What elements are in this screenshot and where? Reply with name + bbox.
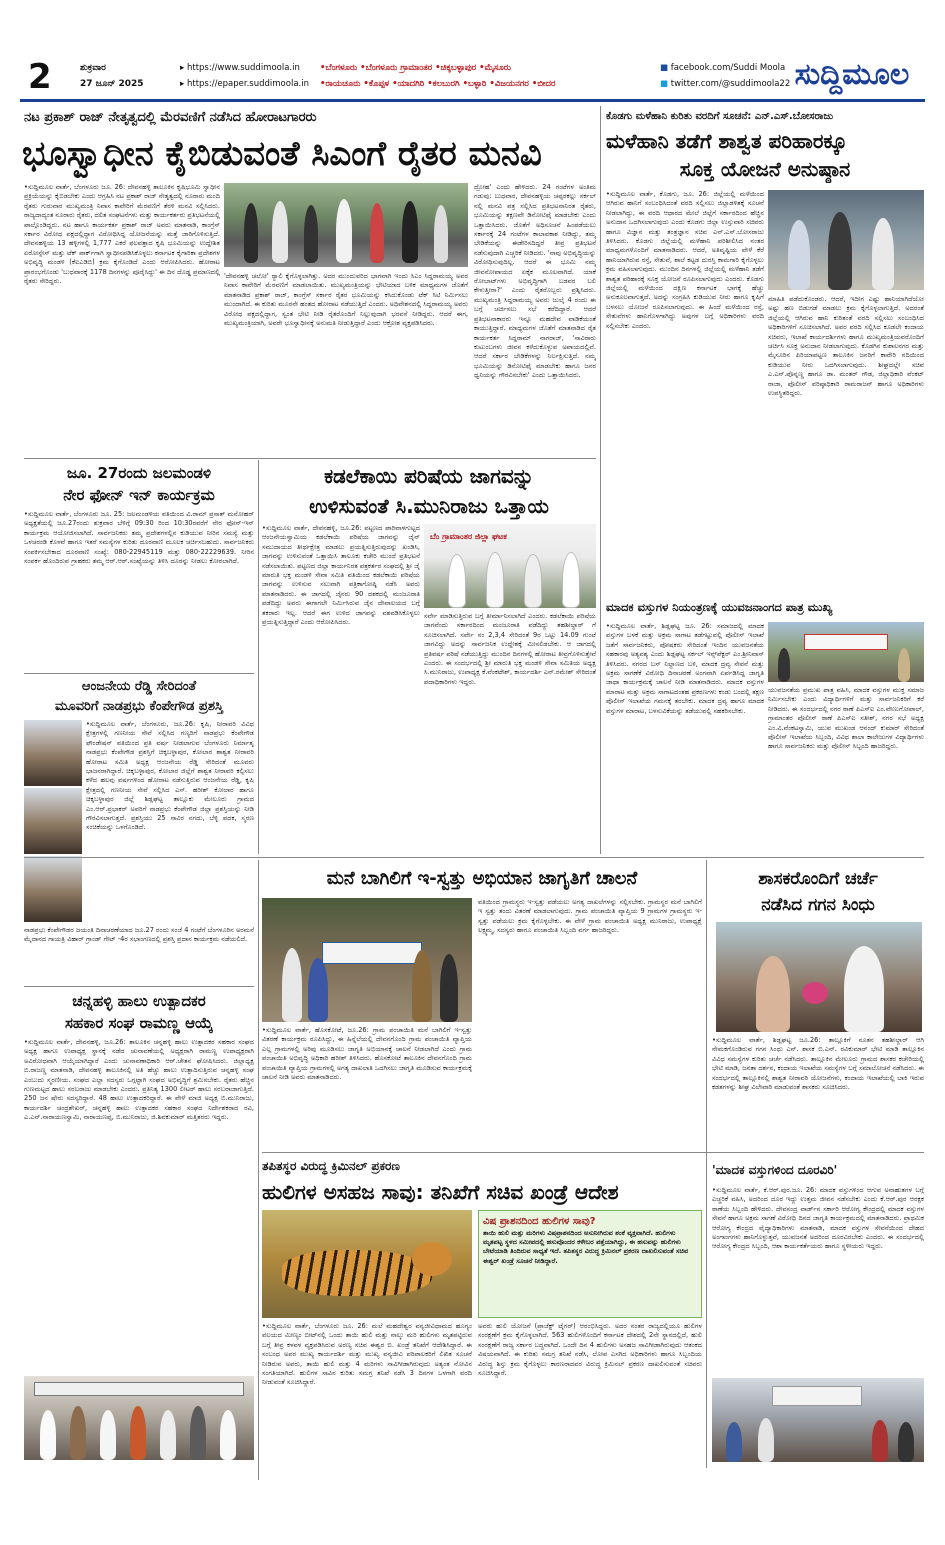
- a1-body-col1: •ಸುದ್ದಿಮೂಲ ವಾರ್ತೆ, ಬೆಂಗಳೂರು ಜೂ. 26: ದೇವನಹಳ್ಳಿ ತಾಲೂಕಿನ ಕೃಷಿಭೂಮಿ ಸ್ವಾಧೀನ ಪ್ರಕ್ರಿಯೆಯನ್ನು ಕೈಬಿಡಬೇಕು ಎಂದು ಆಗ್ರಹಿಸಿ ನಟ ಪ್ರಕಾಶ್ ರಾಜ್ ನೇತೃತ್ವದಲ್ಲಿ ನೂರಾರು ಮಂದಿ ರೈತರು ಗುರುವಾರ ಮುಖ್ಯಮಂತ್ರಿ ನಿವಾಸ ಕಾವೇರಿಗೆ ಮೆರವಣಿಗೆ ತೆರಳಿ ಮನವಿ ಸಲ್ಲಿಸಿದರು. ರಾಜ್ಯದಾದ್ಯಂತ ನೂರಾರು ರೈತರು, ದಲಿತ ಸಂಘಟನೆಗಳು ಮತ್ತು ಕಾರ್ಯಕರ್ತರು ಪ್ರತಿಭಟನೆಯಲ್ಲಿ ಪಾಲ್ಗೊಂಡಿದ್ದರು. ನಟ ಹಾಗೂ ಕಾರ್ಯಕರ್ತ ಪ್ರಕಾಶ್ ರಾಜ್ ಅವರು ಮಾತನಾಡಿ, ಕಾಂಗ್ರೆಸ್ ಸರ್ಕಾರ ವಿರೋಧ ಪಕ್ಷದಲ್ಲಿದ್ದಾಗ ವಿರೋಧಿಸಿದ್ದ ಯೋಜನೆಯನ್ನು ಮತ್ತೆ ಜಾರಿಗೊಳಿಸುತ್ತಿದೆ. ದೇವನಹಳ್ಳಿಯ 13 ಹಳ್ಳಿಗಳಲ್ಲಿ 1,777 ಎಕರೆ ಫಲವತ್ತಾದ ಕೃಷಿ ಭೂಮಿಯನ್ನು ಉದ್ದೇಶಿತ ಏರೋಸ್ಪೇಸ್ ಮತ್ತು ಟೆಕ್ ಪಾರ್ಕ್‌ಗಾಗಿ ಸ್ವಾಧೀನಪಡಿಸಿಕೊಳ್ಳಲು ಕರ್ನಾಟಕ ಕೈಗಾರಿಕಾ ಪ್ರದೇಶಗಳ ಅಭಿವೃದ್ಧಿ ಮಂಡಳಿ (ಕೆಐಎಡಿಬಿ) ಕ್ರಮ ಕೈಗೊಂಡಿದೆ ಎಂದು ಆರೋಪಿಸಿದರು. ಹೋರಾಟ ಪ್ರಾರಂಭಗೊಂಡು 'ಬುಧವಾರಕ್ಕೆ 1178 ದಿನಗಳನ್ನು ಪೂರೈಸಿದ್ದು' ಈ ದಿನ ದೊಡ್ಡ ಪ್ರಮಾಣದಲ್ಲಿ ರೈತರು ಸೇರಿದ್ದರು.: [24, 183, 220, 286]
- a2-kicker: ಕೊಡಗು ಮಳೆಹಾನಿ ಕುರಿತು ವರದಿಗೆ ಸೂಚನೆ: ಎನ್.ಎಸ್.ಬೋಸರಾಜು: [606, 111, 834, 122]
- day-label: ಶುಕ್ರವಾರ: [80, 63, 106, 73]
- a11-headline[interactable]: ಹುಲಿಗಳ ಅಸಹಜ ಸಾವು: ತನಿಖೆಗೆ ಸಚಿವ ಖಂಡ್ರೆ ಆದೇಶ: [262, 1180, 619, 1204]
- a6-group-photo: [24, 1376, 254, 1460]
- page-header: [20, 56, 925, 98]
- a10-hall-photo: [712, 1378, 924, 1462]
- a7-body-col1: •ಸುದ್ದಿಮೂಲ ವಾರ್ತೆ, ಶಿಡ್ಲಘಟ್ಟ ಜೂ. 26: ಸಮಾಜದಲ್ಲಿ ಮಾದಕ ವಸ್ತುಗಳ ಬಳಕೆ ಮತ್ತು ಅಕ್ರಮ ಸಾಗಾಟ ತಡೆಗಟ್ಟುವಲ್ಲಿ ಪೊಲೀಸ್ ಇಲಾಖೆ ಜತೆಗೆ ಸಾರ್ವಜನಿಕರು, ಪೋಷಕರು ಸೇರಿದಂತೆ ಇಂದಿನ ಯುವಜನತೆಯ ಸಹಕಾರವು ಅತ್ಯವಶ್ಯ ಎಂದು ಶಿಡ್ಲಘಟ್ಟ ಸರ್ಕಲ್ ಇನ್ಸ್‌ಪೆಕ್ಟರ್ ಎಂ.ಶ್ರೀನಿವಾಸ್ ತಿಳಿಸಿದರು. ನಗರದ ಬಸ್ ನಿಲ್ದಾಣದ ಬಳಿ, ಮಾದಕ ದ್ರವ್ಯ ಸೇವನೆ ಮತ್ತು ಅಕ್ರಮ ಸಾಗಣೆಕೆ ವಿರೋಧಿ ದಿನಾಚರಣೆ ಅಂಗವಾಗಿ ಏರ್ಪಡಿಸಿದ್ದ ಜಾಗೃತಿ ಜಾಥಾ ಕಾರ್ಯಕ್ರಮಕ್ಕೆ ಚಾಲನೆ ನೀಡಿ ಮಾತನಾಡಿದರು. ಮಾದಕ ವಸ್ತುಗಳ ಮಾರಾಟ ಮತ್ತು ಅಕ್ರಮ ಸಾಗಾಟದಂತಹ ಪ್ರಕರಣಗಳು ಕಂಡು ಬಂದಲ್ಲಿ ತಕ್ಷಣ ಪೊಲೀಸ್ ಇಲಾಖೆಯ ಗಮನಕ್ಕೆ ತರಬೇಕು. ಮಾದಕ ದ್ರವ್ಯ ಹಾಗೂ ಮಾದಕ ವಸ್ತುಗಳ ಮಾರಾಟ, ಬಳಸುವಿಕೆಯನ್ನು ತಡೆಯುವಲ್ಲಿ ಸಹಕರಿಸಬೇಕು.: [606, 622, 764, 715]
- a4-body-col1: •ಸುದ್ದಿಮೂಲ ವಾರ್ತೆ, ದೇವನಹಳ್ಳಿ, ಜೂ.26: ಪಟ್ಟಣದ ಪಾರಿವಾಳಗುಟ್ಟದ ಆಂಜನೇಯಸ್ವಾಮಿಯ ಕಡಲೆಕಾಯಿ ಪರಿಷೆಯ ಜಾಗವನ್ನು ಜೈನ್ ಸಮುದಾಯದ ತೀರ್ಥಕ್ಷೇತ್ರ ಮಾಡಲು ಪ್ರಯತ್ನಿಸುತ್ತಿರುವುದನ್ನು ಖಂಡಿಸಿ, ಜಾಗವನ್ನು ಉಳಿಸುವಂತೆ ಒತ್ತಾಯಿಸಿ ತಾಲೂಕು ಕಚೇರಿ ಮುಂದೆ ಪ್ರತಿಭಟನೆ ನಡೆಸಲಾಯಿತು. ಪಟ್ಟಣದ ಜಿಲ್ಲಾ ಕಾರ್ಯನಿರತ ಪತ್ರಕರ್ತರ ಸಂಘದಲ್ಲಿ ಶ್ರೀ ಜೈ ಮಾರುತಿ ಭಕ್ತ ಮಂಡಳಿ ಸೇವಾ ಸಮಿತಿ ವತಿಯಿಂದ ಕಡಲೆಕಾಯಿ ಪರಿಷೆಯ ಜಾಗವನ್ನು ಉಳಿಸುವ ಸಲುವಾಗಿ ಪತ್ರಿಕಾಗೋಷ್ಠಿ ನಡೆಸಿ ಅವರು ಮಾತನಾಡಿದರು. ಈ ಜಾಗದಲ್ಲಿ ಜೈನರು 90 ದಶಕದಲ್ಲಿ ಮಂಜೂರಾತಿ ಪಡೆದಿದ್ದು ಅವರು ಈಗಾಗಲೇ ನಿರ್ಮಿಸಿರುವ ಜೈನ ದೇವಾಲಯದ ಬಗ್ಗೆ ತಕರಾರು ಇಲ್ಲ. ಆದರೆ ಈಗ ಉಳಿದ ಜಾಗವನ್ನು ವಶಪಡಿಸಿಕೊಳ್ಳಲು ಪ್ರಯತ್ನಿಸುತ್ತಿದ್ದಾರೆ ಎಂದು ಆರೋಪಿಸಿದರು.: [262, 524, 420, 627]
- a2-headline-1[interactable]: ಮಳೆಹಾನಿ ತಡೆಗೆ ಶಾಶ್ವತ ಪರಿಹಾರಕ್ಕೂ: [606, 129, 848, 153]
- a9-body: •ಸುದ್ದಿಮೂಲ ವಾರ್ತೆ, ಶಿಡ್ಲಘಟ್ಟ ಜೂ.26: ತಾಲ್ಲೂಕಿಗೆ ನೂತನ ತಹಶೀಲ್ದಾರ್ ಆಗಿ ನೇಮಕಗೊಂಡಿರುವ ಗಗನ ಸಿಂಧು ಎನ್. ಶಾಸಕ ಬಿ.ಎನ್. ರವಿಕುಮಾರ್ ಭೇಟಿ ಮಾಡಿ ತಾಲ್ಲೂಕಿನ ವಿವಿಧ ಸಮಸ್ಯೆಗಳ ಕುರಿತು ಚರ್ಚೆ ನಡೆಸಿದರು. ತಾಲ್ಲೂಕಿನ ಮೇಲೂರು ಗ್ರಾಮದ ಶಾಸಕರ ಕಚೇರಿಯಲ್ಲಿ ಭೇಟಿ ಮಾಡಿ, ಜನತಾ ದರ್ಶನ, ಕಂದಾಯ ಇಲಾಖೆಯ ಸಮಸ್ಯೆಗಳ ಬಗ್ಗೆ ಸಮಾಲೋಚನೆ ನಡೆಸಿದರು. ಈ ಸಂದರ್ಭದಲ್ಲಿ ತಾಲ್ಲೂಕಿನಲ್ಲಿ ಶಾಶ್ವತ ನೀರಾವರಿ ಯೋಜನೆಗಳು, ಕಂದಾಯ ಇಲಾಖೆಯಲ್ಲಿ ಬಾಕಿ ಇರುವ ಕಡತಗಳನ್ನು ಶೀಘ್ರ ವಿಲೇವಾರಿ ಮಾಡುವಂತೆ ಶಾಸಕರು ಸೂಚಿಸಿದರು.: [712, 1036, 924, 1092]
- a1-headline[interactable]: ಭೂಸ್ವಾಧೀನ ಕೈಬಿಡುವಂತೆ ಸಿಎಂಗೆ ರೈತರ ಮನವಿ: [22, 134, 542, 174]
- a10-headline[interactable]: 'ಮಾದಕ ವಸ್ತುಗಳಿಂದ ದೂರವಿರಿ': [712, 1163, 838, 1177]
- epaper-link[interactable]: ▸ https://epaper.suddimoola.in: [180, 79, 309, 89]
- column-rule: [258, 460, 259, 854]
- a3-headline-2[interactable]: ನೇರ ಫೋನ್ ಇನ್ ಕಾರ್ಯಕ್ರಮ: [63, 486, 215, 504]
- cities-line-1: •ಬೆಂಗಳೂರು •ಬೆಂಗಳೂರು ಗ್ರಾಮಾಂತರ •ಚಿಕ್ಕಬಳ್ಳಾಪುರ •ಮೈಸೂರು: [320, 63, 511, 73]
- a5-portrait-3: [24, 856, 82, 922]
- website-link[interactable]: ▸ https://www.suddimoola.in: [180, 63, 300, 73]
- header-rule: [20, 99, 925, 102]
- a11-box-title: ವಿಷ ಪ್ರಾಶನದಿಂದ ಹುಲಿಗಳ ಸಾವು?: [483, 1216, 596, 1227]
- urls: [180, 60, 309, 92]
- a5-body-col2: ನಾಡಪ್ರಭು ಕೆಂಪೇಗೌಡರ ಜಯಂತಿ ದಿನಾಚರಣೆಯಾದ ಜೂ.27 ರಂದು ಸಂಜೆ 4 ಗಂಟೆಗೆ ಬೆಂಗಳೂರಿನ ಅರಮನೆ ಮೈದಾನದ ಗಾಯತ್ರಿ ವಿಹಾರ್ ಗ್ರಾಂಡ್ ಗೇಟ್ -4ರ ಸಭಾಂಗಣದಲ್ಲಿ ಪ್ರಶಸ್ತಿ ಪ್ರದಾನ ಕಾರ್ಯಕ್ರಮ ನಡೆಯಲಿದೆ.: [24, 926, 254, 944]
- a4-headline-1[interactable]: ಕಡಲೆಕಾಯಿ ಪರಿಷೆಯ ಜಾಗವನ್ನು: [324, 464, 534, 488]
- column-rule: [258, 860, 259, 1480]
- dateline: [80, 60, 144, 92]
- globe-icon: ▸: [180, 63, 187, 73]
- a5-headline-2[interactable]: ಮೂವರಿಗೆ ನಾಡಪ್ರಭು ಕೆಂಪೇಗೌಡ ಪ್ರಶಸ್ತಿ: [55, 699, 223, 714]
- cities-line-2: •ರಾಯಚೂರು •ಕೊಪ್ಪಳ •ಯಾದಗಿರಿ •ಕಲಬುರಗಿ •ಬಳ್ಳಾರಿ •ವಿಜಯನಗರ •ಬೀದರ: [320, 79, 556, 89]
- social-links: [660, 60, 790, 92]
- a7-headline[interactable]: ಮಾದಕ ವಸ್ತುಗಳ ನಿಯಂತ್ರಣಕ್ಕೆ ಯುವಜನಾಂಗದ ಪಾತ್ರ ಮುಖ್ಯ: [606, 600, 833, 614]
- cities-list: [320, 60, 555, 92]
- row-rule: [24, 857, 924, 858]
- a4-photo-banner: ಬೆಂ ಗ್ರಾಮಾಂತರ ಜಿಲ್ಲಾ ಘಟಕ: [430, 532, 507, 541]
- a9-meeting-photo: [716, 922, 922, 1032]
- date-label: 27 ಜೂನ್ 2025: [80, 79, 144, 89]
- a9-headline-1[interactable]: ಶಾಸಕರೊಂದಿಗೆ ಚರ್ಚೆ: [758, 869, 878, 889]
- a2-minister-photo: [768, 190, 924, 290]
- a11-kicker: ತಪಿತಸ್ಥರ ವಿರುದ್ಧ ಕ್ರಿಮಿನಲ್ ಪ್ರಕರಣ: [262, 1159, 400, 1173]
- a2-body-col2: ಮಾಹಿತಿ ಪಡೆದುಕೊಂಡರು. ಆದರೆ, ಇದೀಗ ಎಷ್ಟು ಹಾನಿಯಾಗಿದೆಯೋ ಅಷ್ಟು ಹಣ ಬಿಡುಗಡೆ ಮಾಡಲು ಕ್ರಮ ಕೈಗೊಳ್ಳಲಾಗುತ್ತಿದೆ. ಅದರಂತೆ ಜಿಲ್ಲೆಯಲ್ಲಿ ಆಗಿರುವ ಹಾನಿ ಕುರಿತಂತೆ ವರದಿ ಸಲ್ಲಿಸಲು ಸಂಬಂಧಿಸಿದ ಅಧಿಕಾರಿಗಳಿಗೆ ಸೂಚಿಸಲಾಗಿದೆ. ಅವರ ವರದಿ ಸಲ್ಲಿಸಿದ ಕೂಡಲೇ ಕಂದಾಯ ಸಚಿವರು, ಇಲಾಖೆ ಕಾರ್ಯದರ್ಶಿಗಳು ಹಾಗೂ ಮುಖ್ಯಮಂತ್ರಿಯವರೊಂದಿಗೆ ಚರ್ಚಿಸಿ ಸೂಕ್ತ ಅನುದಾನ ನೀಡಲಾಗುವುದು. ಕೊಡಗಿನ ಕುಶಾಲನಗರ ಮತ್ತು ಮೈಸೂರಿನ ಪಿರಿಯಾಪಟ್ಟಣ ತಾಲೂಕಿನ ಜನರಿಗೆ ಕಾವೇರಿ ನದಿಯಿಂದ ಕುಡಿಯುವ ನೀರು ಒದಗಿಸಲಾಗುವುದು. ಶೀಘ್ರದಲ್ಲೇ ಸಚಿವ ಎ.ಎಸ್.ಪೊನ್ನಣ್ಣ ಹಾಗೂ ಡಾ. ಮಂತರ್ ಗೌಡ, ಜಿಲ್ಲಾಧಿಕಾರಿ ವೆಂಕಟ್ ರಾಜಾ, ಪೊಲೀಸ್ ವರಿಷ್ಠಾಧಿಕಾರಿ ರಾಮರಾಜನ್ ಹಾಗೂ ಅಧಿಕಾರಿಗಳು ಉಪಸ್ಥಿತರಿದ್ದರು.: [768, 295, 924, 398]
- a10-body: •ಸುದ್ದಿಮೂಲ ವಾರ್ತೆ, ಕೆ.ಆರ್.ಪುರ.ಜೂ. 26: ಮಾದಕ ವಸ್ತುಗಳಿಂದ ಆಗುವ ಅನಾಹುತಗಳ ಬಗ್ಗೆ ಎಚ್ಚರಿಕೆ ವಹಿಸಿ, ಅದರಿಂದ ದೂರ ಇದ್ದು ಉತ್ತಮ ಜೀವನ ನಡೆಸಬೇಕು ಎಂದು ಕೆ.ಆರ್.ಪುರ ಆರಕ್ಷಕ ಠಾಣೆಯ ಸಿಬ್ಬಂದಿ ಹೇಳಿದರು. ದೇವಸಂದ್ರ ವಾರ್ಡ್‌ನ ಸರ್ಕಾರಿ ಆರೋಗ್ಯ ಕೇಂದ್ರದಲ್ಲಿ ಮಾದಕ ವಸ್ತುಗಳ ಸೇವನೆ ಹಾಗೂ ಅಕ್ರಮ ಸಾಗಣೆ ವಿರೋಧಿ ದಿನದ ಜಾಗೃತಿ ಕಾರ್ಯಕ್ರಮದಲ್ಲಿ ಮಾತನಾಡಿದರು. ಪ್ರಾಥಮಿಕ ಆರೋಗ್ಯ ಕೇಂದ್ರದ ವೈದ್ಯಾಧಿಕಾರಿಗಳು ಮಾತನಾಡಿ, ಮಾದಕ ವಸ್ತುಗಳ ಸೇವನೆಯಿಂದ ದೇಹದ ಅಂಗಾಂಗಗಳು ಹಾನಿಗೊಳ್ಳುತ್ತವೆ, ಯುವಜನತೆ ಅದರಿಂದ ದೂರವಿರಬೇಕು ಎಂದರು. ಈ ಸಂದರ್ಭದಲ್ಲಿ ಆರೋಗ್ಯ ಕೇಂದ್ರದ ಸಿಬ್ಬಂದಿ, ಆಶಾ ಕಾರ್ಯಕರ್ತೆಯರು ಹಾಗೂ ಸ್ಥಳೀಯರು ಇದ್ದರು.: [712, 1186, 924, 1251]
- a5-headline-1[interactable]: ಆಂಜನೇಯ ರೆಡ್ಡಿ ಸೇರಿದಂತೆ: [81, 679, 197, 694]
- a4-body-col2: ಸರ್ವೇ ಮಾಡಿಸುತ್ತಿರುವ ಬಗ್ಗೆ ತೀರ್ಮಾನಿಸಲಾಗಿದೆ ಎಂದರು. ಕಡಲೆಕಾಯಿ ಪರಿಷೆಯ ಜಾಗವೆಂದು ಸರ್ಕಾರದಿಂದ ಮಂಜೂರಾತಿ ಪಡೆದಿದ್ದು ತಹಶೀಲ್ದಾರ್ ಗೆ ಸೂಚಿಸಲಾಗಿದೆ. ಸರ್ವೇ ನಂ 2,3,4 ಸೇರಿದಂತೆ 9ರ ಒಟ್ಟು 14.09 ಗುಂಟೆ ಜಾಗವಿದ್ದು ಅದನ್ನು ಸಾರ್ವಜನಿಕ ಉದ್ದೇಶಕ್ಕೆ ಮೀಸಲಿಡಬೇಕು. ಆ ಜಾಗದಲ್ಲಿ ಪ್ರತಿವರ್ಷ ಪರಿಷೆ ನಡೆಯುತ್ತಿದ್ದು ಮುಂದಿನ ದಿನಗಳಲ್ಲಿ ಹೋರಾಟ ತೀವ್ರಗೊಳಿಸುತ್ತೇವೆ ಎಂದರು. ಈ ಸಂದರ್ಭದಲ್ಲಿ ಶ್ರೀ ಮಾರುತಿ ಭಕ್ತ ಮಂಡಳಿ ಸೇವಾ ಸಮಿತಿಯ ಅಧ್ಯಕ್ಷ ಸಿ.ಮುನಿರಾಜು, ಉಪಾಧ್ಯಕ್ಷ ಕೆ.ವೆಂಕಟೇಶ್, ಕಾರ್ಯದರ್ಶಿ ಎನ್.ರಮೇಶ್ ಸೇರಿದಂತೆ ಪದಾಧಿಕಾರಿಗಳು ಇದ್ದರು.: [424, 612, 596, 686]
- a11-sidebar-box: [478, 1210, 702, 1318]
- a5-body-col1: •ಸುದ್ದಿಮೂಲ ವಾರ್ತೆ, ಬೆಂಗಳೂರು, ಜೂ.26: ಕೃಷಿ, ನೀರಾವರಿ ವಿವಿಧ ಕ್ಷೇತ್ರಗಳಲ್ಲಿ ಗಣನೀಯ ಸೇವೆ ಸಲ್ಲಿಸಿದ ಗಣ್ಯರಿಗೆ ನಾಡಪ್ರಭು ಕೆಂಪೇಗೌಡ ಫೌಂಡೇಷನ್ ವತಿಯಿಂದ ಪ್ರತಿ ವರ್ಷ ನೀಡಲಾಗುವ ಬೆಂಗಳೂರು ನಿರ್ಮಾತೃ ನಾಡಪ್ರಭು ಕೆಂಪೇಗೌಡ ಪ್ರಶಸ್ತಿಗೆ ಚಿಕ್ಕಬಳ್ಳಾಪುರ, ಕೋಲಾರ ಶಾಶ್ವತ ನೀರಾವರಿ ಹೋರಾಟ ಸಮಿತಿ ಅಧ್ಯಕ್ಷ ಆಂಜನೇಯ ರೆಡ್ಡಿ ಸೇರಿದಂತೆ ಮೂವರು ಭಾಜನರಾಗಿದ್ದಾರೆ. ಚಿಕ್ಕಬಳ್ಳಾಪುರ, ಕೋಲಾರ ಜಿಲ್ಲೆಗೆ ಶಾಶ್ವತ ನೀರಾವರಿ ಕಲ್ಪಿಸಲು ಕಳೆದ ಹಲವು ವರ್ಷಗಳಿಂದ ಹೋರಾಟ ನಡೆಸುತ್ತಿರುವ ಆಂಜನೇಯ ರೆಡ್ಡಿ, ಕೃಷಿ ಕ್ಷೇತ್ರದಲ್ಲಿ ಗಣನೀಯ ಸೇವೆ ಸಲ್ಲಿಸಿದ ಎಸ್. ಹರೀಶ್ ಕೋಲಾರ ಹಾಗೂ ಚಿಕ್ಕಬಳ್ಳಾಪುರ ಜಿಲ್ಲೆ ಶಿಡ್ಲಘಟ್ಟ ತಾಲ್ಲೂಕು ಮೇಲೂರು ಗ್ರಾಮದ ಎಂ.ಆರ್.ಪ್ರಭಾಕರ್ ಅವರಿಗೆ ನಾಡಪ್ರಭು ಕೆಂಪೇಗೌಡ ಜಿಲ್ಲಾ ಪ್ರಶಸ್ತಿಯನ್ನು ನೀಡಿ ಗೌರವಿಸಲಾಗುತ್ತದೆ. ಪ್ರಶಸ್ತಿಯು 25 ಸಾವಿರ ನಗದು, ಬೆಳ್ಳಿ ಪದಕ, ಸ್ಮರಣ ಸಂಚಿಕೆಯನ್ನು ಒಳಗೊಂಡಿದೆ.: [86, 720, 254, 832]
- a5-portrait-2: [24, 788, 82, 854]
- a6-headline-2[interactable]: ಸಹಕಾರ ಸಂಘ ರಾಮಣ್ಣ ಆಯ್ಕೆ: [64, 1014, 214, 1032]
- a2-body-col1: •ಸುದ್ದಿಮೂಲ ವಾರ್ತೆ, ಕೊಡಗು, ಜೂ. 26: ಜಿಲ್ಲೆಯಲ್ಲಿ ಮಳೆಯಿಂದ ಆಗಿರುವ ಹಾನಿಗೆ ಸಂಬಂಧಿಸಿದಂತೆ ವರದಿ ಸಲ್ಲಿಸಲು ಜಿಲ್ಲಾಡಳಿತಕ್ಕೆ ಸೂಚನೆ ನೀಡಲಾಗಿದ್ದು, ಈ ವರದಿ ಆಧಾರದ ಮೇಲೆ ಜಿಲ್ಲೆಗೆ ಸರ್ಕಾರದಿಂದ ಹೆಚ್ಚಿನ ಅನುದಾನ ಒದಗಿಸಲಾಗುವುದು ಎಂದು ಕೊಡಗು ಜಿಲ್ಲಾ ಉಸ್ತುವಾರಿ ಸಚಿವರು ಹಾಗೂ ವಿಜ್ಞಾನ ಮತ್ತು ತಂತ್ರಜ್ಞಾನ ಸಚಿವ ಎನ್.ಎಸ್.ಬೋಸರಾಜು ತಿಳಿಸಿದರು. ಕೊಡಗು ಜಿಲ್ಲೆಯಲ್ಲಿ ಮಳೆಹಾನಿ ಪರಿಶೀಲಿಸಿದ ನಂತರ ಮಾಧ್ಯಮಗಳೊಂದಿಗೆ ಮಾತನಾಡಿದರು. ಆದರೆ, ಅತಿವೃಷ್ಟಿಯ ವೇಳೆ ಕೆರೆ ಹಾನಿಯಾಗಿರುವ ರಸ್ತೆ, ಸೇತುವೆ, ಶಾಲೆ ಕಟ್ಟಡ ದುರಸ್ತಿ ಕಾಮಗಾರಿ ಕೈಗೊಳ್ಳಲು ಕ್ರಮ ವಹಿಸಲಾಗುವುದು. ಮುಂದಿನ ದಿನಗಳಲ್ಲಿ ಜಿಲ್ಲೆಯಲ್ಲಿ ಮಳೆಹಾನಿ ತಡೆಗೆ ಶಾಶ್ವತ ಪರಿಹಾರಕ್ಕೆ ಸೂಕ್ತ ಯೋಜನೆ ರೂಪಿಸಲಾಗುವುದು ಎಂದರು. ಕೊಡಗು ಜಿಲ್ಲೆಯಲ್ಲಿ ಮಳೆಯಿಂದ ದಕ್ಷಿಣ ಕರ್ನಾಟಕ ಭಾಗಕ್ಕೆ ಹೆಚ್ಚು ಅನುಕೂಲವಾಗುತ್ತದೆ. ಅದನ್ನು ಸಂಗ್ರಹಿಸಿ ಕುಡಿಯುವ ನೀರು ಹಾಗೂ ಕೃಷಿಗೆ ಬಳಸಲು ಯೋಜನೆ ರೂಪಿಸಲಾಗುವುದು. ಈ ಹಿಂದೆ ಮಳೆಯಿಂದ ರಸ್ತೆ, ಸೇತುವೆಗಳು ಹಾನಿಗೊಳಗಾಗಿದ್ದು ಅವುಗಳ ಬಗ್ಗೆ ಅಧಿಕಾರಿಗಳು ವರದಿ ಸಲ್ಲಿಸಬೇಕು ಎಂದರು.: [606, 190, 764, 330]
- row-rule: [24, 986, 254, 987]
- a5-portrait-1: [24, 720, 82, 786]
- twitter-icon: ■: [660, 79, 671, 89]
- a11-body-col2: ಅವರು ಹುಲಿ ಯೋಜನೆ (ಪ್ರಾಜೆಕ್ಟ್ ಟೈಗರ್) ಆರಂಭಿಸಿದ್ದರು. ಅದರ ನಂತರ ರಾಜ್ಯದಲ್ಲಿಯೂ ಹುಲಿಗಳ ಸಂರಕ್ಷಣೆಗೆ ಕ್ರಮ ಕೈಗೊಳ್ಳಲಾಗಿದೆ. 563 ಹುಲಿಗಳೊಂದಿಗೆ ಕರ್ನಾಟಕ ದೇಶದಲ್ಲಿ 2ನೇ ಸ್ಥಾನದಲ್ಲಿದೆ, ಹುಲಿ ಸಂರಕ್ಷಣೆಗೆ ರಾಜ್ಯ ಸರ್ಕಾರ ಬದ್ಧವಾಗಿದೆ. ಒಂದೇ ದಿನ 4 ಹುಲಿಗಳು ಅಸಹಜ ಸಾವಿಗೀಡಾಗಿರುವುದು ಆತಂಕದ ವಿಷಯವಾಗಿದೆ. ಈ ಕುರಿತು ಸಮಗ್ರ ತನಿಖೆ ನಡೆಸಿ, ಲೋಪ ಎಸಗಿದ ಅಧಿಕಾರಿಗಳು ಹಾಗೂ ಸಿಬ್ಬಂದಿಯ ವಿರುದ್ಧ ಶಿಸ್ತು ಕ್ರಮ ಕೈಗೊಳ್ಳಲು ಕಾರಣರಾದವರ ವಿರುದ್ಧ ಕ್ರಿಮಿನಲ್ ಪ್ರಕರಣ ದಾಖಲಿಸುವಂತೆ ಸಚಿವರು ಸೂಚಿಸಿದ್ದಾರೆ.: [478, 1322, 702, 1378]
- a7-rally-photo: [768, 622, 924, 682]
- masthead-logo: ಸುದ್ದಿಮೂಲ: [794, 57, 910, 92]
- facebook-link[interactable]: ■ facebook.com/Suddi Moola: [660, 63, 786, 73]
- column-rule: [706, 860, 707, 1156]
- facebook-icon: ■: [660, 63, 671, 73]
- a1-body-col2: 'ದೇವನಹಳ್ಳಿ ಚಲೋ' ರ‍್ಯಾಲಿ ಕೈಗೊಳ್ಳಲಾಗಿತ್ತು. ಅದರ ಮುಂದುವರಿದ ಭಾಗವಾಗಿ ಇಂದು ಸಿಎಂ ಸಿದ್ದರಾಮಯ್ಯ ಅವರ ನಿವಾಸ ಕಾವೇರಿಗೆ ಮೆರವಣಿಗೆ ಮಾಡಲಾಯಿತು. ಮುಖ್ಯಮಂತ್ರಿಯನ್ನು ಭೇಟಿಯಾದ ಬಳಿಕ ಮಾಧ್ಯಮಗಳ ಜೊತೆಗೆ ಮಾತನಾಡಿದ ಪ್ರಕಾಶ್ ರಾಜ್, ಕಾಂಗ್ರೆಸ್ ಸರ್ಕಾರ ರೈತರ ಭೂಮಿಯನ್ನು ಕಸಿದುಕೊಂಡು ಟೆಕ್ ಸಿಟಿ ನಿರ್ಮಿಸಲು ಮುಂದಾಗಿದೆ. ಈ ಕುರಿತು ಮೂರನೇ ಹಂತದ ಹೋರಾಟ ನಡೆಯುತ್ತಿದೆ ಎಂದರು. ಅಧಿವೇಶನದಲ್ಲಿ ಸಿದ್ದರಾಮಯ್ಯ ಅವರು ವಿರೋಧ ಪಕ್ಷದಲ್ಲಿದ್ದಾಗ, ಸ್ವಂತ ಭೇಟಿ ನೀಡಿ ರೈತರೊಂದಿಗೆ ನಿಲ್ಲುವುದಾಗಿ ಭರವಸೆ ನೀಡಿದ್ದರು. ಆದರೆ ಈಗ, ಮುಖ್ಯಮಂತ್ರಿಯಾಗಿ, ಅವರೇ ಭೂಸ್ವಾಧೀನಕ್ಕೆ ಅನುಮತಿ ನೀಡುತ್ತಿದ್ದಾರೆ ಎಂದು ಆಕ್ರೋಶ ವ್ಯಕ್ತಪಡಿಸಿದರು.: [224, 272, 468, 328]
- a3-headline-1[interactable]: ಜೂ. 27ರಂದು ಜಲಮಂಡಳಿ: [66, 464, 212, 482]
- a8-campaign-photo: [262, 898, 472, 1022]
- a1-body-col3: ದ್ರೋಹ' ಎಂದು ಹೇಳಿದರು. 24 ಗಂಟೆಗಳ ಅಂತಿಮ ಗಡುವು: ಬುಧವಾರ, ದೇವನಹಳ್ಳಿಯ ಚಪ್ಪರಕಲ್ಲು ಸರ್ಕಲ್ ನಲ್ಲಿ ಮನವಿ ಪತ್ರ ಸಲ್ಲಿಸಿದ ಪ್ರತಿಭಟನಾನಿರತ ರೈತರು, ಭೂಮಿಯನ್ನು ತಕ್ಷಣವೇ ಡಿನೋಟಿಫೈ ಮಾಡಬೇಕು ಎಂದು ಒತ್ತಾಯಿಸಿದರು. ಜೊತೆಗೆ ಅಧಿಸೂಚನೆ ಹಿಂಪಡೆಯಲು ಸರ್ಕಾರಕ್ಕೆ 24 ಗಂಟೆಗಳ ಕಾಲಾವಕಾಶ ನೀಡಿದ್ದು, ತಮ್ಮ ಬೇಡಿಕೆಯನ್ನು ಈಡೇರಿಸದಿದ್ದರೆ ತೀವ್ರ ಪ್ರತಿಭಟನೆ ನಡೆಸುವುದಾಗಿ ಎಚ್ಚರಿಕೆ ನೀಡಿದರು. 'ನಾವು ಅಭಿವೃದ್ಧಿಯನ್ನು ವಿರೋಧಿಸುವುದಿಲ್ಲ. ಆದರೆ ಈ ಭೂಮಿ ನಮ್ಮ ಜೀವನೋಪಾಯದ ಏಕೈಕ ಮೂಲವಾಗಿದೆ. ಯಾಕೆ ರೋಬಾಟ್‌ಗಳು ಅಭಿವೃದ್ಧಿಗಾಗಿ ಬಡವರ ಬಲಿ ಕೇಳುತ್ತೀರಾ?' ಎಂದು ರೈತರೊಬ್ಬರು ಪ್ರಶ್ನಿಸಿದರು. ಮುಖ್ಯಮಂತ್ರಿ ಸಿದ್ದರಾಮಯ್ಯ ಅವರು ಜುಲೈ 4 ರಂದು ಈ ಬಗ್ಗೆ ಚರ್ಚಿಸಲು ಸಭೆ ಕರೆದಿದ್ದಾರೆ. ಆದರೆ ಪ್ರತಿಭಟನಾಕಾರರು ಇನ್ನೂ ಮಹದೇವ ವಾಡಿಕೆಯಂತೆ ಕಾಯುತ್ತಿದ್ದಾರೆ. ಮಾಧ್ಯಮಗಳ ಜೊತೆಗೆ ಮಾತನಾಡಿದ ರೈತ ಕಾರ್ಯಕರ್ತ ಸಿದ್ದರಾಮ್ ನಾಗರಾಜ್, 'ಸಾವಿರಾರು ಕುಟುಂಬಗಳು ಜೀವನ ಕಳೆದುಕೊಳ್ಳುವ ಅಪಾಯದಲ್ಲಿವೆ. ಆದರೆ ಸರ್ಕಾರ ಬೇಡಿಕೆಗಳನ್ನು ನಿರ್ಲಕ್ಷಿಸುತ್ತಿದೆ. ನಮ್ಮ ಭೂಮಿಯನ್ನು ಡಿನೋಟಿಫೈ ಮಾಡಬೇಕು ಹಾಗೂ ಜನರ ಧ್ವನಿಯನ್ನು ಗೌರವಿಸಬೇಕು' ಎಂದು ಒತ್ತಾಯಿಸಿದರು.: [474, 183, 596, 380]
- a11-box-body: ತಾಯಿ ಹುಲಿ ಮತ್ತು ಮರಿಗಳು ವಿಷಪ್ರಾಶನದಿಂದ ಅಸುನೀಗಿರುವ ಶಂಕೆ ವ್ಯಕ್ತವಾಗಿದೆ. ಹುಲಿಗಳು ಮೃತಪಟ್ಟ ಸ್ಥಳದ ಸಮೀಪದಲ್ಲಿ ಹಸುವೊಂದರ ಕಳೇಬರ ಪತ್ತೆಯಾಗಿದ್ದು, ಈ ಹಸುವನ್ನು ಹುಲಿಗಳು ಬೇಟೆಯಾಡಿ ತಿಂದಿರುವ ಸಾಧ್ಯತೆ ಇದೆ. ತಪಿತಸ್ಥರ ವಿರುದ್ಧ ಕ್ರಿಮಿನಲ್ ಪ್ರಕರಣ ದಾಖಲಿಸುವಂತೆ ಸಚಿವ ಈಶ್ವರ್ ಖಂಡ್ರೆ ಸೂಚನೆ ನೀಡಿದ್ದಾರೆ.: [483, 1229, 689, 1265]
- a4-press-photo: [424, 524, 596, 608]
- a6-headline-1[interactable]: ಚನ್ನಹಳ್ಳಿ ಹಾಲು ಉತ್ಪಾದಕರ: [72, 992, 206, 1010]
- column-rule: [706, 1156, 707, 1468]
- a6-body: •ಸುದ್ದಿಮೂಲ ವಾರ್ತೆ, ದೇವನಹಳ್ಳಿ, ಜೂ.26: ತಾಲೂಕಿನ ಚನ್ನಹಳ್ಳಿ ಹಾಲು ಉತ್ಪಾದಕರ ಸಹಕಾರ ಸಂಘದ ಅಧ್ಯಕ್ಷ ಹಾಗೂ ಉಪಾಧ್ಯಕ್ಷ ಸ್ಥಾನಕ್ಕೆ ನಡೆದ ಚುನಾವಣೆಯಲ್ಲಿ ಅಧ್ಯಕ್ಷರಾಗಿ ರಾಮಣ್ಣ ಉಪಾಧ್ಯಕ್ಷರಾಗಿ ಅವಿರೋಧವಾಗಿ ಆಯ್ಕೆಯಾಗಿದ್ದಾರೆ ಎಂದು ಚುನಾವಣಾಧಿಕಾರಿ ಆರ್.ಚೇತನ ಘೋಷಿಸಿದರು. ಜಿಲ್ಲಾಧ್ಯಕ್ಷ ಬಿ.ರಾಜಣ್ಣ ಮಾತನಾಡಿ, ದೇವನಹಳ್ಳಿ ತಾಲೂಕಿನಲ್ಲಿ ಅತಿ ಹೆಚ್ಚು ಹಾಲು ಉತ್ಪಾದಿಸುತ್ತಿರುವ ಚನ್ನಹಳ್ಳಿ ಸಂಘ ಎಂಬುದು ಸ್ಮರಣೀಯ. ಸಂಘದ ಎಲ್ಲಾ ಸದಸ್ಯರು ಒಗ್ಗಟ್ಟಾಗಿ ಸಂಘದ ಅಭಿವೃದ್ಧಿಗೆ ಶ್ರಮಿಸಬೇಕು. ರೈತರು ಹೆಚ್ಚಿನ ಗುಣಮಟ್ಟದ ಹಾಲು ಸರಬರಾಜು ಮಾಡಬೇಕು ಎಂದರು. ಪ್ರತಿನಿತ್ಯ 1300 ಲೀಟರ್ ಹಾಲು ಸರಬರಾಜಾಗುತ್ತಿದೆ. 250 ಜನ ಷೇರು ಸದಸ್ಯರಿದ್ದಾರೆ. 48 ಹಾಲು ಉತ್ಪಾದಕರಿದ್ದಾರೆ. ಈ ವೇಳೆ ಮಾಜಿ ಅಧ್ಯಕ್ಷ ಬಿ.ಮುನಿರಾಜು, ಕಾರ್ಯದರ್ಶಿ ಚಂದ್ರಶೇಖರ್, ಚನ್ನಹಳ್ಳಿ ಹಾಲು ಉತ್ಪಾದಕರ ಸಹಕಾರ ಸಂಘದ ನಿರ್ದೇಶಕರಾದ ರವಿ, ಎ.ಎನ್.ನಾರಾಯಣಸ್ವಾಮಿ, ನಾರಾಯಣಪ್ಪ, ಬಿ.ಮುನಿರಾಜು, ಜಿ.ಶಿವಕುಮಾರ್ ಮತ್ತಿತರರು ಇದ್ದರು.: [24, 1038, 254, 1122]
- a2-headline-2[interactable]: ಸೂಕ್ತ ಯೋಜನೆ ಅನುಷ್ಠಾನ: [679, 157, 851, 181]
- a8-body-col2: ವತಿಯಿಂದ ಗ್ರಾಮಸ್ಥರು ಇ-ಸ್ವತ್ತು ಪಡೆಯಲು ಅಗತ್ಯ ದಾಖಲೆಗಳನ್ನು ಸಲ್ಲಿಸಬೇಕು. ಗ್ರಾಮಸ್ಥರ ಮನೆ ಬಾಗಿಲಿಗೆ ಇ ಸ್ವತ್ತು ತಂದು ವಿತರಣೆ ಮಾಡಲಾಗುವುದು. ಗ್ರಾಮ ಪಂಚಾಯಿತಿ ವ್ಯಾಪ್ತಿಯ 9 ಗ್ರಾಮಗಳ ಗ್ರಾಮಸ್ಥರು ಇ-ಸ್ವತ್ತು ಪಡೆಯಲು ಕ್ರಮ ಕೈಗೊಳ್ಳಬೇಕು. ಈ ವೇಳೆ ಗ್ರಾಮ ಪಂಚಾಯಿತಿ ಅಧ್ಯಕ್ಷ ಮುನಿರಾಜು, ಉಪಾಧ್ಯಕ್ಷೆ ಲಕ್ಷ್ಮಮ್ಮ, ಸದಸ್ಯರು ಹಾಗೂ ಪಂಚಾಯಿತಿ ಸಿಬ್ಬಂದಿ ವರ್ಗ ಹಾಜರಿದ್ದರು.: [478, 898, 702, 935]
- a11-tiger-photo: [262, 1210, 472, 1318]
- twitter-link[interactable]: ■ twitter.com/@suddimoola22: [660, 79, 791, 89]
- a8-body-col1: •ಸುದ್ದಿಮೂಲ ವಾರ್ತೆ, ಹೊಸಕೋಟೆ, ಜೂ.26: ಗ್ರಾಮ ಪಂಚಾಯಿತಿ ಮನೆ ಬಾಗಿಲಿಗೆ ಇ-ಸ್ವತ್ತು ವಿತರಣೆ ಕಾರ್ಯಕ್ರಮ ರೂಪಿಸಿದ್ದು, ಈ ಹಿನ್ನೆಲೆಯಲ್ಲಿ ದೇವನಗೊಂದಿ ಗ್ರಾಮ ಪಂಚಾಯಿತಿ ವ್ಯಾಪ್ತಿಯ ಎಲ್ಲ ಗ್ರಾಮಗಳಲ್ಲಿ ಅರಿವು ಮೂಡಿಸಲು ಜಾಗೃತಿ ಅಭಿಯಾನಕ್ಕೆ ಚಾಲನೆ ನೀಡಲಾಗಿದೆ ಎಂದು ಗ್ರಾಮ ಪಂಚಾಯಿತಿ ಅಭಿವೃದ್ಧಿ ಅಧಿಕಾರಿ ಹರೀಶ್ ತಿಳಿಸಿದರು. ಹೊಸಕೋಟೆ ತಾಲೂಕಿನ ದೇವನಗೊಂದಿ ಗ್ರಾಮ ಪಂಚಾಯಿತಿ ವ್ಯಾಪ್ತಿಯ ಗ್ರಾಮಗಳಲ್ಲಿ ಅಗತ್ಯ ದಾಖಲಾತಿ ಒದಗಿಸಲು ಜಾಗೃತಿ ಮೂಡಿಸುವ ಕಾರ್ಯಕ್ರಮಕ್ಕೆ ಚಾಲನೆ ನೀಡಿ ಅವರು ಮಾತನಾಡಿದರು.: [262, 1026, 472, 1082]
- row-rule: [262, 1152, 924, 1153]
- a7-body-col2: ಯುವಜನತೆಯ ಪ್ರಮುಖ ಪಾತ್ರ ವಹಿಸಿ, ಮಾದಕ ವಸ್ತುಗಳ ಮುಕ್ತ ಸಮಾಜ ನಿರ್ಮಿಸಬೇಕು ಎಂದು ವಿದ್ಯಾರ್ಥಿಗಳಿಗೆ ಮತ್ತು ಸಾರ್ವಜನಿಕರಿಗೆ ಕರೆ ನೀಡಿದರು. ಈ ಸಂದರ್ಭದಲ್ಲಿ ನಗರ ಠಾಣೆ ಪಿಎಸ್ಐ ಎಂ.ವೇಣುಗೋಪಾಲ್, ಗ್ರಾಮಾಂತರ ಪೊಲೀಸ್ ಠಾಣೆ ಪಿಎಸ್ಐ ಸತೀಶ್, ನಗರ ಸಭೆ ಅಧ್ಯಕ್ಷ ಎಂ.ವಿ.ವೆಂಕಟಸ್ವಾಮಿ, ಯುವ ಮುಖಂಡ ಆನಂದ್ ಕುಮಾರ್ ಸೇರಿದಂತೆ ಪೊಲೀಸ್ ಇಲಾಖೆಯ ಸಿಬ್ಬಂದಿ, ವಿವಿಧ ಶಾಲಾ ಕಾಲೇಜುಗಳ ವಿದ್ಯಾರ್ಥಿಗಳು ಹಾಗೂ ಸಾರ್ವಜನಿಕರು ಮತ್ತು ಪೊಲೀಸ್ ಸಿಬ್ಬಂದಿ ಹಾಜರಿದ್ದರು.: [768, 686, 924, 751]
- a1-protest-photo: [224, 183, 468, 267]
- a9-headline-2[interactable]: ನಡೆಸಿದ ಗಗನ ಸಿಂಧು: [761, 895, 875, 915]
- globe-icon: ▸: [180, 79, 187, 89]
- a4-headline-2[interactable]: ಉಳಿಸುವಂತೆ ಸಿ.ಮುನಿರಾಜು ಒತ್ತಾಯ: [309, 494, 549, 518]
- row-rule: [24, 673, 254, 674]
- a1-kicker: ನಟ ಪ್ರಕಾಶ್ ರಾಜ್ ನೇತೃತ್ವದಲ್ಲಿ ಮೆರವಣಿಗೆ ನಡೆಸಿದ ಹೋರಾಟಗಾರರು: [24, 108, 594, 128]
- a8-headline[interactable]: ಮನೆ ಬಾಗಿಲಿಗೆ ಇ-ಸ್ವತ್ತು ಅಭಿಯಾನ ಜಾಗೃತಿಗೆ ಚಾಲನೆ: [326, 868, 638, 889]
- a3-body: •ಸುದ್ದಿಮೂಲ ವಾರ್ತೆ, ಬೆಂಗಳೂರು ಜೂ. 25: ಜಲಮಂಡಳಿಯ ವತಿಯಿಂದ ವಿ.ರಾಮ್ ಪ್ರಸಾತ್ ಮನೋಹರ್ ಅಧ್ಯಕ್ಷತೆಯಲ್ಲಿ ಜೂ.27ರಂದು ಶುಕ್ರವಾರ ಬೆಳಿಗ್ಗೆ 09:30 ರಿಂದ 10:30ರವರೆಗೆ ನೇರ ಫೋನ್-ಇನ್ ಕಾರ್ಯಕ್ರಮ ಆಯೋಜಿಸಲಾಗಿದೆ. ಸಾರ್ವಜನಿಕರು ತಮ್ಮ ಪ್ರದೇಶಗಳಲ್ಲಿನ ಕುಡಿಯುವ ನೀರಿನ ಸಮಸ್ಯೆ ಮತ್ತು ಒಳಚರಂಡಿ ಕೊಳವೆ ಹಾಗೂ ಇತರೆ ಸಮಸ್ಯೆಗಳ ಕುರಿತು ದೂರವಾಣಿ ಮೂಲಕ ಚರ್ಚಿಸಬಹುದು. ಸಾರ್ವಜನಿಕರು ಸಂಪರ್ಕಿಸಬೇಕಾದ ದೂರವಾಣಿ ಸಂಖ್ಯೆ: 080-22945119 ಮತ್ತು 080-22229639. ನೀರಿನ ಸಂಪರ್ಕ ಹೊಂದಿರುವ ಗ್ರಾಹಕರು ತಮ್ಮ ಆರ್.ಆರ್.ಸಂಖ್ಯೆಯನ್ನು ತಿಳಿಸಿ ದೂರನ್ನು ನೀಡಲು ಕೋರಲಾಗಿದೆ.: [24, 510, 254, 566]
- page-number: 2: [28, 57, 52, 97]
- column-rule: [600, 106, 601, 854]
- a11-body-col1: •ಸುದ್ದಿಮೂಲ ವಾರ್ತೆ, ಬೆಂಗಳೂರು ಜೂ. 26: ಮಲೆ ಮಹದೇಶ್ವರ ವನ್ಯಜೀವಿಧಾಮದ ಹೂಗ್ಯಂ ವಲಯದ ಮೀಣ್ಯಂ ಬೀಟ್‌ನಲ್ಲಿ ಒಂದು ತಾಯಿ ಹುಲಿ ಮತ್ತು ನಾಲ್ಕು ಮರಿ ಹುಲಿಗಳು ಮೃತಪಟ್ಟಿರುವ ಬಗ್ಗೆ ತೀವ್ರ ಕಳವಳ ವ್ಯಕ್ತಪಡಿಸಿರುವ ಅರಣ್ಯ ಸಚಿವ ಈಶ್ವರ ಬಿ. ಖಂಡ್ರೆ ತನಿಖೆಗೆ ಆದೇಶಿಸಿದ್ದಾರೆ. ಈ ಸಂಬಂಧ ಅಪರ ಮುಖ್ಯ ಕಾರ್ಯದರ್ಶಿ ಮತ್ತು ಮುಖ್ಯ ವನ್ಯಜೀವಿ ಪರಿಪಾಲಕರಿಗೆ ಲಿಖಿತ ಸೂಚನೆ ನೀಡಿರುವ ಅವರು, ತಾಯಿ ಹುಲಿ ಮತ್ತು 4 ಮರಿಗಳು ಸಾವಿಗೀಡಾಗಿರುವುದು ಅತ್ಯಂತ ನೋವಿನ ಸಂಗತಿಯಾಗಿದೆ. ಹುಲಿಗಳ ಸಾವಿನ ಕುರಿತು ಸಮಗ್ರ ತನಿಖೆ ನಡೆಸಿ 3 ದಿನಗಳ ಒಳಗಾಗಿ ವರದಿ ನೀಡುವಂತೆ ಸೂಚಿಸಿದ್ದಾರೆ.: [262, 1322, 472, 1387]
- row-rule: [24, 458, 596, 459]
